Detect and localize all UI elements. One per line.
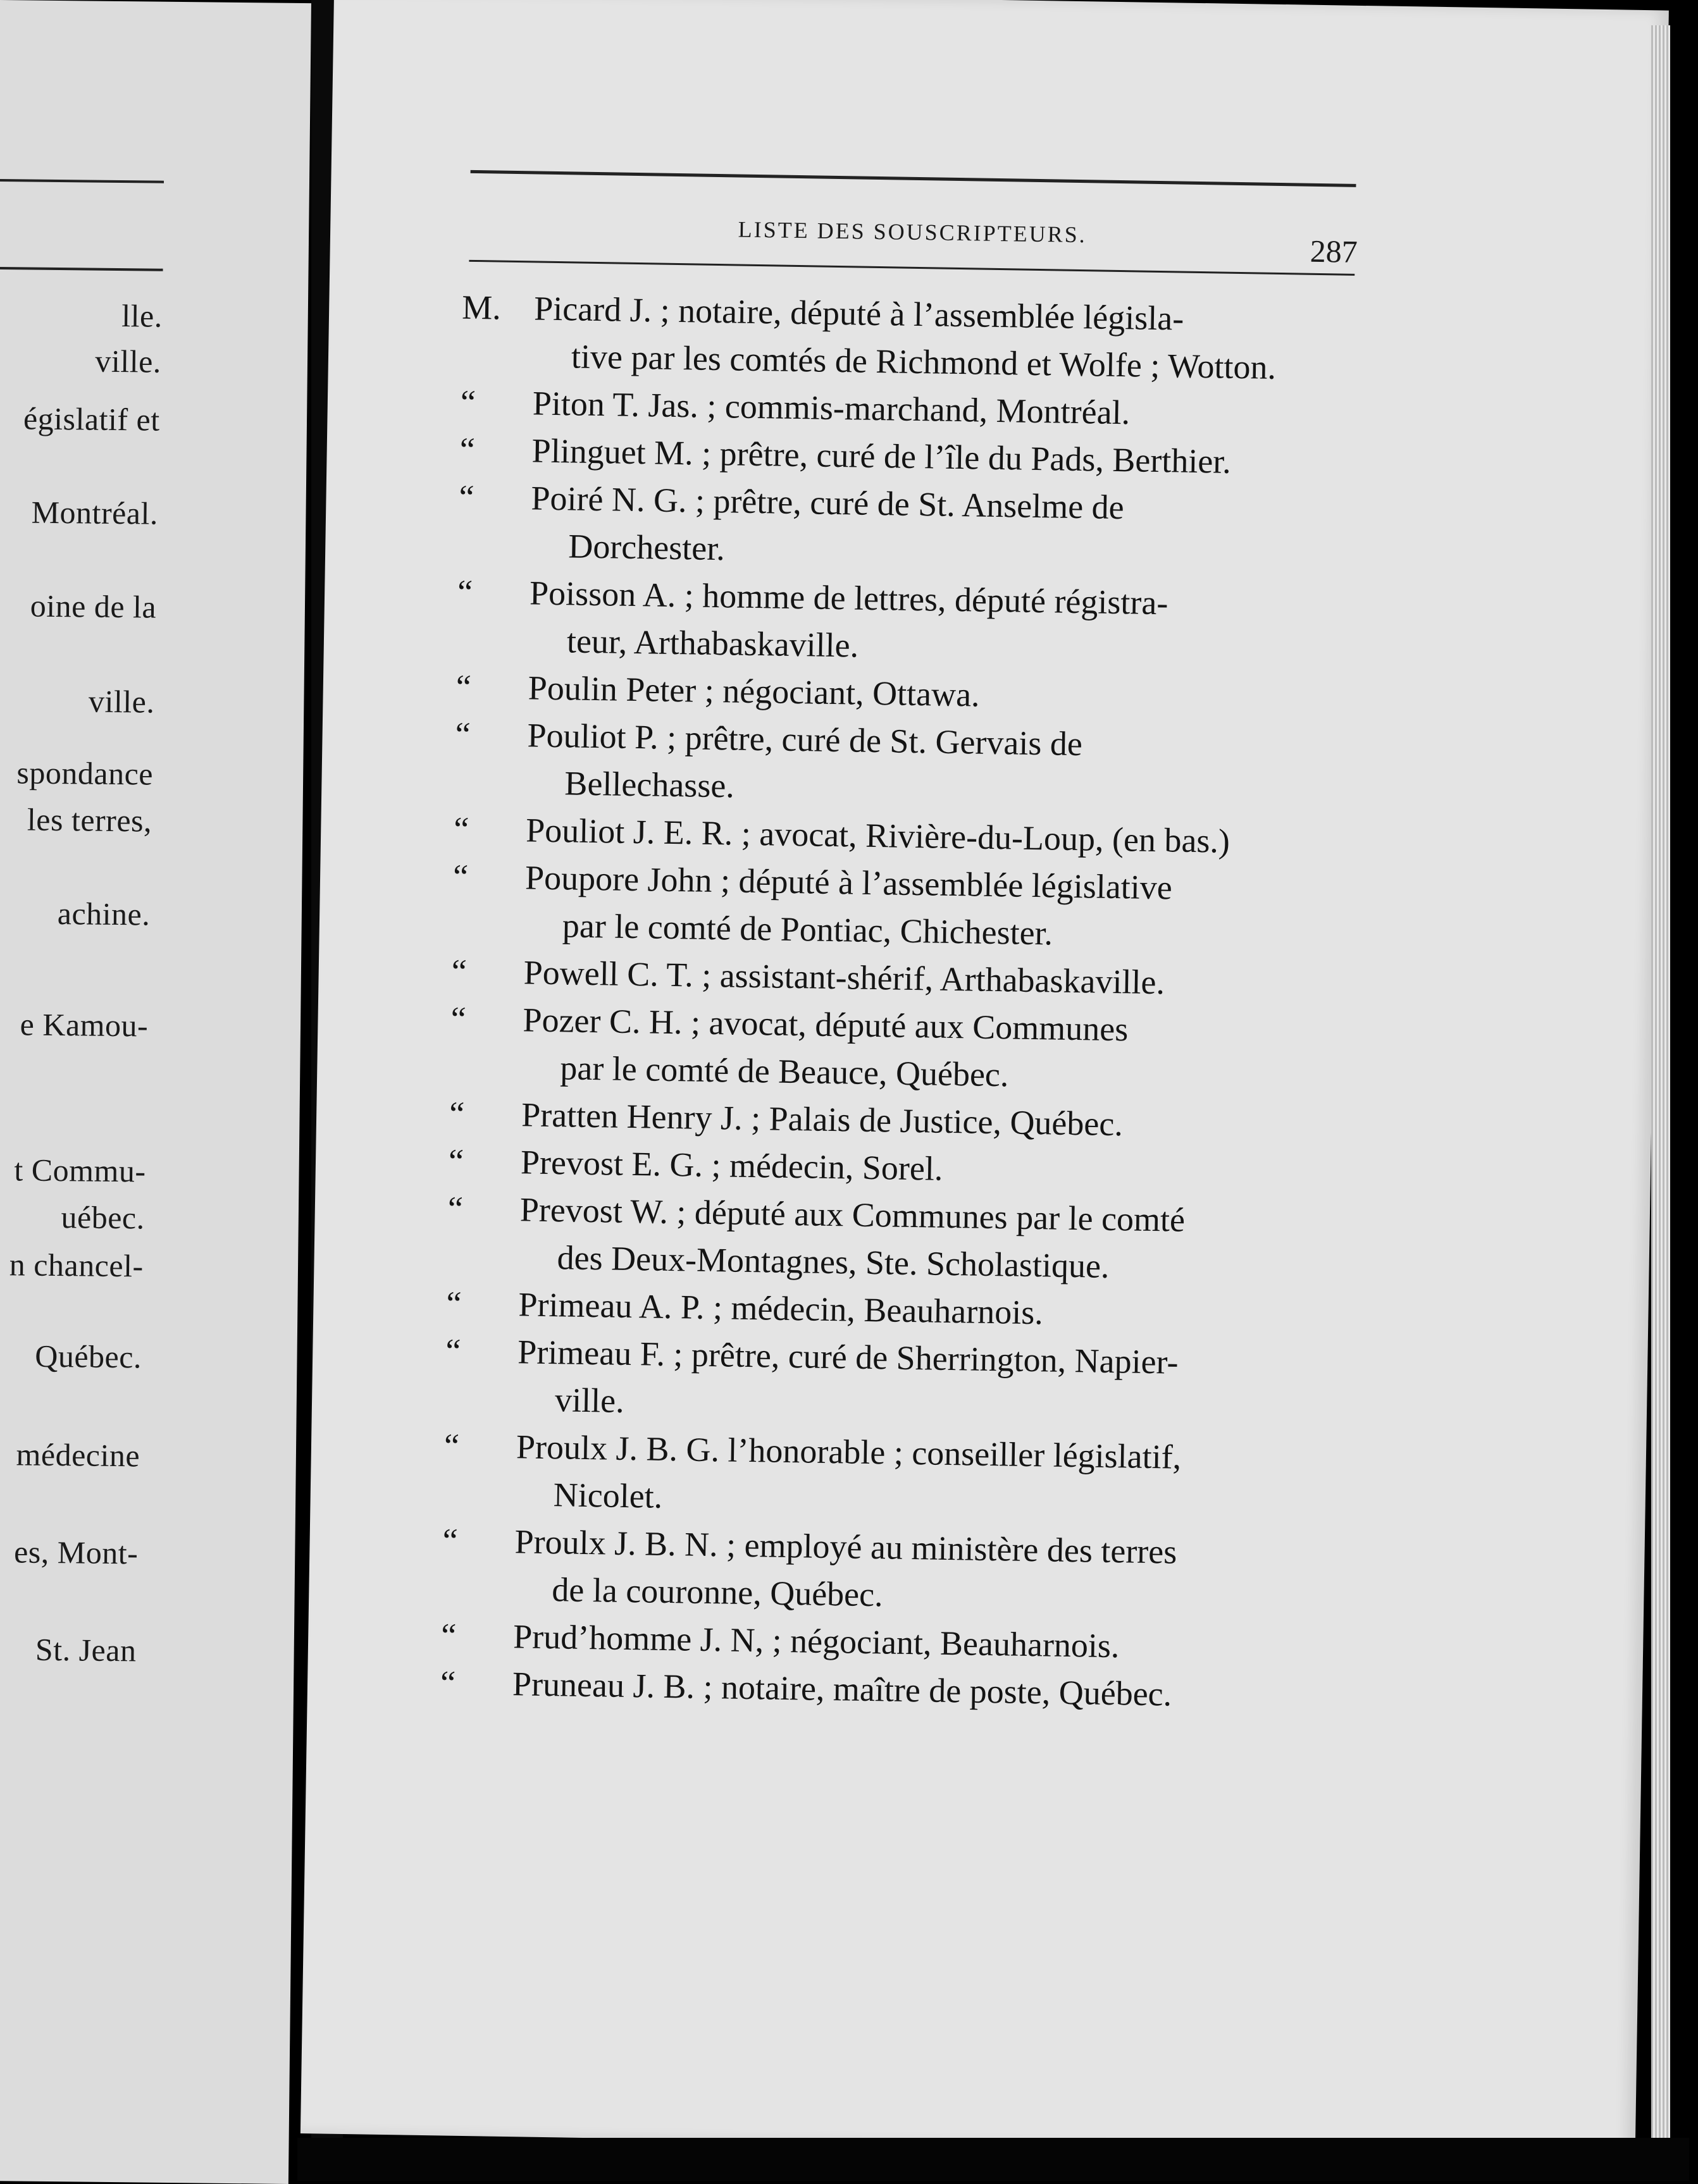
entry-mark: “ [449, 1094, 465, 1133]
right-page [301, 0, 1669, 2154]
left-page-fragment: oine de la [30, 588, 157, 625]
left-page-fragment: es, Mont- [13, 1534, 139, 1571]
entry-text [524, 854, 1351, 961]
left-page-fragment: lle. [121, 298, 163, 334]
left-page-fragment: Québec. [34, 1338, 142, 1375]
entry-first-line: Primeau A. P. ; médecin, Beauharnois. [518, 1285, 1044, 1332]
entry-first-line: Proulx J. B. N. ; employé au ministère des terres [514, 1522, 1177, 1571]
entry-mark: “ [448, 1142, 464, 1180]
entry-text [526, 712, 1354, 819]
entry-first-line: Plinguet M. ; prêtre, curé de l’île du Pads, Berthier. [531, 431, 1232, 481]
entry-first-line: Pouliot P. ; prêtre, curé de St. Gervais de [527, 716, 1083, 763]
list-item [442, 1517, 1341, 1626]
left-page-rule-top [0, 179, 164, 183]
entry-text [519, 1186, 1346, 1293]
list-item [461, 284, 1360, 393]
left-page-fragment: St. Jean [35, 1631, 137, 1669]
entry-mark: “ [455, 715, 471, 753]
left-page-fragment: ville. [88, 683, 155, 720]
entry-first-line: Picard J. ; notaire, député à l’assemblée législa- [533, 289, 1184, 338]
entry-continuation: de la couronne, Québec. [551, 1570, 884, 1614]
left-page-fragment: égislatif et [23, 400, 160, 438]
entry-first-line: Piton T. Jas. ; commis-marchand, Montréal. [532, 384, 1131, 432]
entry-mark: “ [455, 667, 472, 706]
entry-first-line: Prud’homme J. N, ; négociant, Beauharnois. [512, 1617, 1120, 1665]
entry-first-line: Primeau F. ; prêtre, curé de Sherrington, Napier- [517, 1333, 1179, 1381]
entry-first-line: Poiré N. G. ; prêtre, curé de St. Anselme de [531, 479, 1125, 527]
entry-mark: “ [443, 1426, 460, 1465]
header-rule-bottom [469, 260, 1354, 276]
entry-continuation: Nicolet. [553, 1476, 663, 1515]
left-page-fragment: n chancel- [9, 1247, 144, 1284]
entry-text [522, 996, 1349, 1104]
list-item [452, 853, 1351, 962]
entry-mark: “ [450, 999, 467, 1038]
left-page-fragment: t Commu- [14, 1152, 146, 1189]
entry-mark: “ [440, 1616, 457, 1655]
left-page-fragment: Montréal. [31, 494, 159, 531]
entry-text [514, 1518, 1341, 1626]
running-head: LISTE DES SOUSCRIPTEURS. [738, 216, 1088, 248]
list-item [458, 474, 1358, 583]
left-page-rule-bottom [0, 267, 163, 271]
entry-mark: “ [452, 857, 469, 896]
list-item [456, 569, 1356, 677]
entry-first-line: Pratten Henry J. ; Palais de Justice, Québec. [521, 1095, 1124, 1144]
page-number: 287 [1310, 233, 1358, 269]
entry-mark: “ [451, 952, 468, 990]
list-item [447, 1185, 1346, 1293]
header-rule-top [471, 170, 1356, 187]
entry-first-line: Poulin Peter ; négociant, Ottawa. [528, 669, 981, 714]
entry-mark: “ [460, 383, 476, 422]
entry-continuation: Dorchester. [567, 527, 726, 568]
subscriber-list [440, 284, 1361, 1721]
left-page-fragment: e Kamou- [20, 1006, 149, 1044]
left-page-fragment: achine. [57, 896, 151, 932]
entry-mark: “ [440, 1663, 456, 1702]
left-page-fragment: médecine [16, 1436, 140, 1474]
entry-continuation: teur, Arthabaskaville. [566, 622, 859, 665]
entry-mark: “ [457, 572, 473, 611]
left-page-fragments [0, 0, 311, 1669]
entry-continuation: tive par les comtés de Richmond et Wolfe ; Wotton. [571, 337, 1277, 386]
entry-text [530, 474, 1358, 582]
entry-mark: “ [459, 478, 474, 517]
entry-mark: “ [453, 810, 469, 848]
entry-first-line: Powell C. T. ; assistant-shérif, Arthabaskaville. [523, 953, 1165, 1002]
entry-first-line: Pruneau J. B. ; notaire, maître de poste, Québec. [512, 1665, 1172, 1713]
entry-continuation: des Deux-Montagnes, Ste. Scholastique. [557, 1238, 1110, 1285]
left-page-fragment: spondance [16, 755, 154, 792]
entry-mark: “ [442, 1521, 459, 1560]
left-page-fragment: les terres, [27, 801, 152, 839]
entry-mark: “ [459, 430, 476, 469]
entry-text [533, 285, 1360, 392]
bottom-shadow [297, 2138, 1689, 2181]
list-item [445, 1327, 1344, 1436]
entry-mark: “ [447, 1189, 464, 1228]
entry-continuation: ville. [554, 1381, 625, 1420]
entry-first-line: Poupore John ; député à l’assemblée législative [524, 858, 1173, 907]
left-page-fragment: uébec. [61, 1199, 145, 1236]
entry-first-line: Prevost E. G. ; médecin, Sorel. [520, 1143, 943, 1188]
list-item [450, 996, 1349, 1104]
entry-continuation: par le comté de Pontiac, Chichester. [562, 906, 1053, 953]
list-item [443, 1422, 1342, 1531]
entry-first-line: Poisson A. ; homme de lettres, député régistra- [529, 574, 1168, 622]
entry-first-line: Pozer C. H. ; avocat, député aux Communes [523, 1001, 1129, 1049]
entry-mark: “ [445, 1331, 461, 1370]
entry-first-line: Pouliot J. E. R. ; avocat, Rivière-du-Loup, (en bas.) [525, 811, 1230, 860]
entry-first-line: Proulx J. B. G. l’honorable ; conseiller législatif, [516, 1428, 1182, 1476]
entry-text [517, 1328, 1344, 1436]
entry-text [515, 1423, 1342, 1531]
left-page [0, 0, 311, 2184]
entry-continuation: Bellechasse. [564, 764, 735, 805]
list-item [454, 711, 1354, 820]
entry-text [528, 569, 1356, 677]
entry-first-line: Prevost W. ; député aux Communes par le comté [519, 1190, 1186, 1239]
page-edges [1651, 25, 1670, 2138]
entry-mark: M. [461, 288, 502, 327]
entry-continuation: par le comté de Beauce, Québec. [559, 1049, 1009, 1094]
left-page-fragment: ville. [95, 343, 162, 379]
entry-mark: “ [446, 1284, 462, 1323]
